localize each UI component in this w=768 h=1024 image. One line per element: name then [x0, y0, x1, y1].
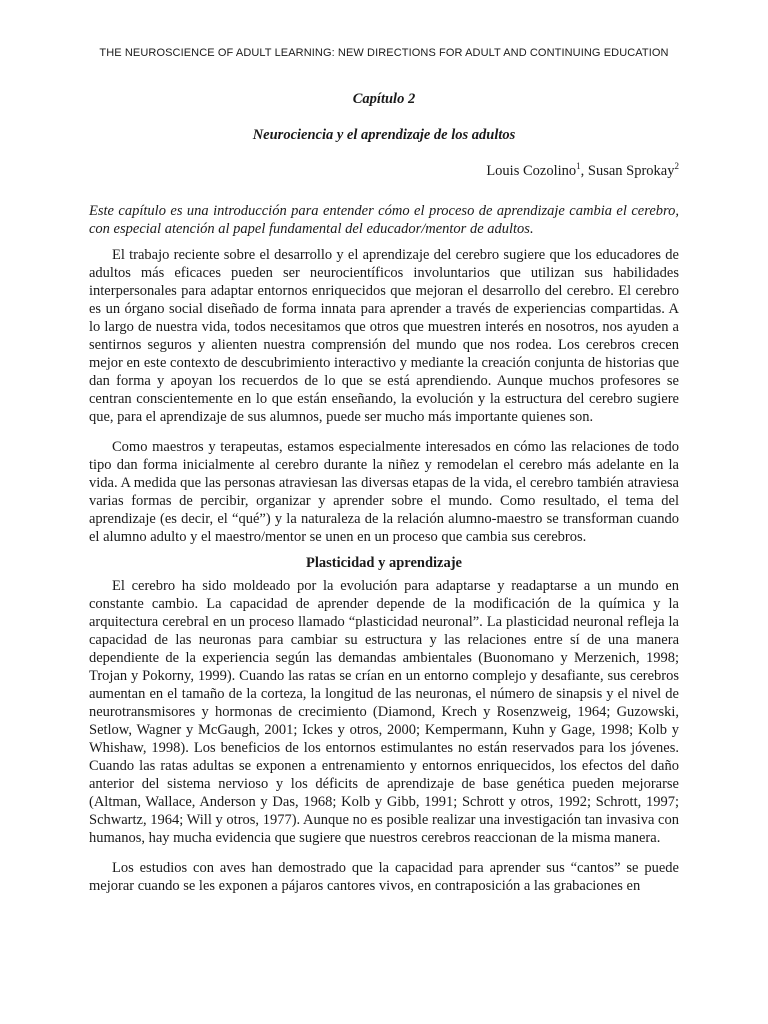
chapter-abstract: Este capítulo es una introducción para entender cómo el proceso de aprendizaje cambia el cerebro, con especial atención al papel fundamental del educador/mentor de adultos. — [89, 203, 679, 237]
running-header: THE NEUROSCIENCE OF ADULT LEARNING: NEW DIRECTIONS FOR ADULT AND CONTINUING EDUCATION — [99, 47, 669, 59]
author-separator: , — [580, 163, 588, 179]
body-paragraph: El cerebro ha sido moldeado por la evolución para adaptarse y readaptarse a un mundo en constante cambio. La capacidad de aprender depende de la modificación de la química y la arquitectura cerebral en un proceso llamado “plasticidad neuronal”. La plasticidad neuronal refleja la capacidad de las neuronas para cambiar su estructura y las relaciones entre sí de una manera dependiente de la experiencia según las demandas ambientales (Buonomano y Merzenich, 1998; Trojan y Pokorny, 1999). Cuando las ratas se crían en un entorno complejo y desafiante, sus cerebros aumentan en el tamaño de la corteza, la longitud de las neuronas, el número de sinapsis y el nivel de neurotransmisores y hormonas de crecimiento (Diamond, Krech y Rosenzweig, 1964; Guzowski, Setlow, Wagner y McGaugh, 2001; Ickes y otros, 2000; Kempermann, Kuhn y Gage, 1998; Kolb y Whishaw, 1998). Los beneficios de los entornos estimulantes no están reservados para los jóvenes. Cuando las ratas adultas se exponen a entrenamiento y entornos enriquecidos, los efectos del daño anterior del sistema nervioso y los déficits de aprendizaje de base genética pueden mejorarse (Altman, Wallace, Anderson y Das, 1968; Kolb y Gibb, 1991; Schrott y otros, 1992; Schrott, 1997; Schwartz, 1964; Will y otros, 1977). Aunque no es posible realizar una investigación tan invasiva con humanos, hay mucha evidencia que sugiere que nuestros cerebros reaccionan de la misma manera. — [89, 578, 679, 846]
chapter-title: Neurociencia y el aprendizaje de los adultos — [252, 127, 516, 143]
author-line — [89, 162, 679, 180]
body-paragraph: Los estudios con aves han demostrado que la capacidad para aprender sus “cantos” se puede mejorar cuando se les exponen a pájaros cantores vivos, en contraposición a las grabaciones en — [89, 860, 679, 894]
body-paragraph: Como maestros y terapeutas, estamos especialmente interesados en cómo las relaciones de todo tipo dan forma inicialmente al cerebro durante la niñez y remodelan el cerebro más adelante en la vida. A medida que las personas atraviesan las diversas etapas de la vida, el cerebro también atraviesa varias formas de percibir, organizar y aprender sobre el mundo. Como resultado, el tema del aprendizaje (es decir, el “qué”) y la naturaleza de la relación alumno-maestro se transforman cuando el alumno adulto y el maestro/mentor se unen en un proceso que cambia sus cerebros. — [89, 439, 679, 545]
author-footnote-marker[interactable]: 1 — [576, 161, 581, 172]
author-name: Louis Cozolino — [486, 163, 577, 179]
author-name: Susan Sprokay — [587, 163, 675, 179]
section-heading: Plasticidad y aprendizaje — [305, 555, 462, 571]
author-footnote-marker[interactable]: 2 — [674, 161, 679, 172]
body-paragraph: El trabajo reciente sobre el desarrollo y el aprendizaje del cerebro sugiere que los educadores de adultos más eficaces pueden ser neurocientíficos involuntarios que utilizan sus habilidades interpersonales para adaptar entornos enriquecidos que mejoran el desarrollo del cerebro. El cerebro es un órgano social diseñado de forma innata para aprender a través de experiencias compartidas. A lo largo de nuestra vida, todos necesitamos que otros que muestren interés en nosotros, nos ayuden a sentirnos seguros y alienten nuestra comprensión del mundo que nos rodea. Los cerebros crecen mejor en este contexto de descubrimiento interactivo y mediante la creación conjunta de historias que dan forma y apoyan los recuerdos de lo que se está aprendiendo. Aunque muchos profesores se centran conscientemente en lo que están enseñando, la evolución y la estructura del cerebro sugiere que, para el aprendizaje de sus alumnos, puede ser mucho más importante quienes son. — [89, 247, 679, 425]
chapter-label: Capítulo 2 — [352, 91, 416, 107]
